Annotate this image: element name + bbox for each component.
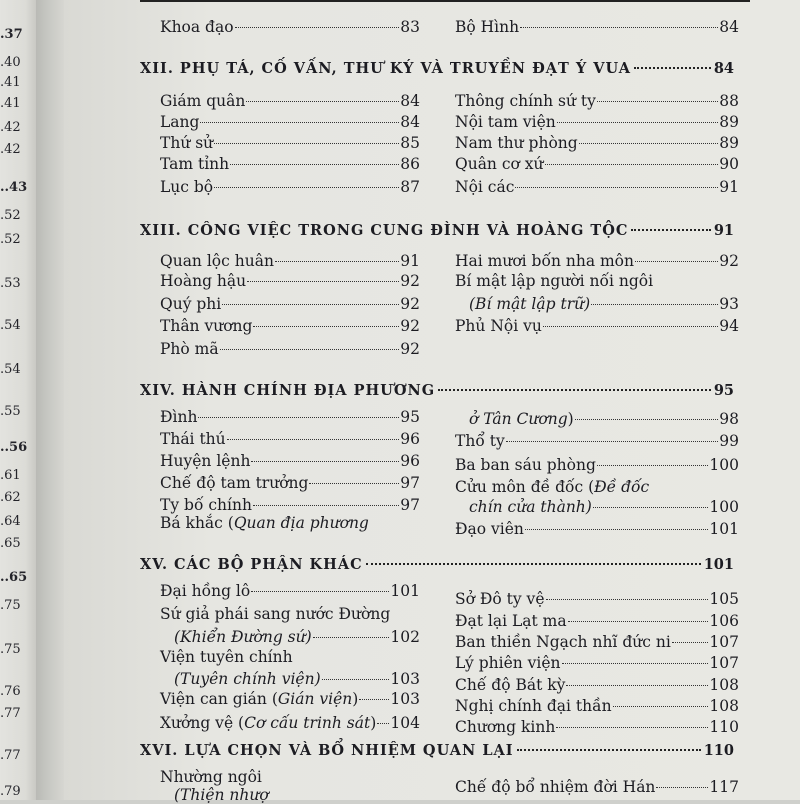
entry-title bbox=[455, 590, 545, 608]
toc-entry[interactable] bbox=[455, 155, 739, 173]
dot-leader bbox=[235, 27, 400, 28]
entry-title-tail: ) bbox=[352, 690, 359, 708]
toc-entry[interactable] bbox=[160, 178, 420, 196]
dot-leader bbox=[568, 621, 709, 622]
entry-title-text: Thân vương bbox=[160, 317, 253, 335]
entry-title-text: Lục bộ bbox=[160, 178, 214, 196]
entry-title bbox=[160, 408, 197, 426]
toc-entry[interactable] bbox=[160, 18, 420, 36]
entry-page-number: 89 bbox=[719, 134, 739, 152]
toc-entry[interactable] bbox=[455, 612, 739, 630]
left-page-number: .75 bbox=[0, 598, 21, 613]
entry-title bbox=[160, 430, 226, 448]
entry-title bbox=[455, 718, 555, 736]
entry-title bbox=[455, 18, 519, 36]
toc-entry[interactable] bbox=[455, 272, 653, 290]
entry-page-number: 92 bbox=[400, 295, 420, 313]
entry-title bbox=[455, 134, 578, 152]
entry-title-italic: Đề đốc bbox=[594, 478, 650, 496]
toc-entry[interactable] bbox=[160, 452, 420, 470]
toc-entry[interactable] bbox=[160, 155, 420, 173]
dot-leader bbox=[220, 349, 400, 350]
entry-title-text: Nhường ngôi bbox=[160, 768, 262, 786]
dot-leader bbox=[579, 143, 719, 144]
dot-leader bbox=[656, 787, 708, 788]
entry-title-text: ở Tân Cương bbox=[469, 410, 568, 428]
entry-title-text: Giám quân bbox=[160, 92, 246, 110]
toc-entry[interactable] bbox=[160, 317, 420, 335]
entry-title bbox=[160, 496, 252, 514]
entry-title-text: Sở Đô ty vệ bbox=[455, 590, 545, 608]
section-page-number: 84 bbox=[713, 60, 734, 77]
left-page-number: ..56 bbox=[0, 440, 28, 455]
entry-title bbox=[160, 155, 229, 173]
dot-leader bbox=[545, 164, 719, 165]
toc-entry[interactable] bbox=[455, 252, 739, 270]
dot-leader bbox=[366, 563, 701, 565]
entry-title bbox=[160, 272, 246, 290]
toc-entry[interactable] bbox=[160, 272, 420, 290]
dot-leader bbox=[635, 261, 718, 262]
entry-page-number: 91 bbox=[719, 178, 739, 196]
dot-leader bbox=[309, 483, 399, 484]
dot-leader bbox=[506, 441, 719, 442]
left-page-number: .52 bbox=[0, 232, 21, 247]
section-page-number: 110 bbox=[703, 742, 734, 759]
entry-title bbox=[160, 178, 213, 196]
entry-page-number: 100 bbox=[709, 498, 739, 516]
section-heading[interactable] bbox=[140, 742, 734, 759]
entry-title-text: Nam thư phòng bbox=[455, 134, 578, 152]
left-page-number: .42 bbox=[0, 142, 21, 157]
entry-page-number: 92 bbox=[400, 340, 420, 358]
left-page-number: .77 bbox=[0, 706, 21, 721]
toc-entry[interactable] bbox=[160, 690, 420, 708]
entry-title bbox=[455, 92, 596, 110]
entry-title-text: Cửu môn đề đốc ( bbox=[455, 478, 595, 496]
toc-entry[interactable] bbox=[160, 340, 420, 358]
entry-page-number: 84 bbox=[400, 113, 420, 131]
toc-entry[interactable] bbox=[455, 134, 739, 152]
dot-leader bbox=[597, 465, 709, 466]
entry-title-text: (Bí mật lập trữ) bbox=[469, 295, 591, 313]
toc-entry[interactable] bbox=[455, 456, 739, 474]
entry-title-text: Phò mã bbox=[160, 340, 219, 358]
entry-page-number: 94 bbox=[719, 317, 739, 335]
entry-title bbox=[455, 676, 565, 694]
entry-title-text: Bí mật lập người nối ngôi bbox=[455, 272, 654, 290]
left-page-number: .54 bbox=[0, 318, 21, 333]
toc-entry[interactable] bbox=[174, 628, 420, 646]
section-heading[interactable] bbox=[140, 556, 734, 573]
entry-page-number: 101 bbox=[390, 582, 420, 600]
left-page-number: .55 bbox=[0, 404, 21, 419]
entry-title-text: Nội tam viện bbox=[455, 113, 556, 131]
entry-page-number: 92 bbox=[400, 317, 420, 335]
entry-title-tail: ) bbox=[567, 410, 574, 428]
toc-entry[interactable] bbox=[455, 697, 739, 715]
entry-title bbox=[160, 690, 358, 708]
entry-page-number: 97 bbox=[400, 496, 420, 514]
left-page-number: .75 bbox=[0, 642, 21, 657]
dot-leader bbox=[557, 122, 719, 123]
left-page-number: .37 bbox=[0, 27, 23, 42]
dot-leader bbox=[515, 187, 718, 188]
entry-title bbox=[469, 295, 590, 313]
toc-entry[interactable] bbox=[160, 714, 420, 732]
dot-leader bbox=[517, 749, 701, 751]
entry-title bbox=[160, 648, 293, 666]
dot-leader bbox=[230, 164, 399, 165]
dot-leader bbox=[543, 326, 718, 327]
toc-entry[interactable] bbox=[160, 92, 420, 110]
entry-title bbox=[455, 432, 505, 450]
toc-entry[interactable] bbox=[455, 178, 739, 196]
entry-title-text: Đạt lại Lạt ma bbox=[455, 612, 567, 630]
entry-title bbox=[469, 410, 574, 428]
entry-title-text: Thứ sử bbox=[160, 134, 214, 152]
entry-title bbox=[160, 514, 369, 532]
entry-page-number: 84 bbox=[719, 18, 739, 36]
dot-leader bbox=[525, 529, 709, 530]
entry-title-text: Khoa đạo bbox=[160, 18, 234, 36]
dot-leader bbox=[613, 706, 709, 707]
entry-title bbox=[160, 714, 376, 732]
toc-entry[interactable] bbox=[455, 478, 649, 496]
entry-title-text: Chương kinh bbox=[455, 718, 556, 736]
entry-title-text: Bá khắc ( bbox=[160, 514, 234, 532]
entry-title-text: Quan lộc huân bbox=[160, 252, 274, 270]
entry-title-italic: Cơ cấu trinh sát bbox=[244, 714, 371, 732]
dot-leader bbox=[597, 101, 718, 102]
entry-page-number: 90 bbox=[719, 155, 739, 173]
toc-entry[interactable] bbox=[174, 670, 420, 688]
section-title: XV. CÁC BỘ PHẬN KHÁC bbox=[140, 556, 363, 573]
entry-title-text: Chế độ Bát kỳ bbox=[455, 676, 566, 694]
dot-leader bbox=[591, 304, 718, 305]
left-page-number: .54 bbox=[0, 362, 21, 377]
dot-leader bbox=[251, 461, 399, 462]
toc-entry[interactable] bbox=[455, 18, 739, 36]
section-heading[interactable] bbox=[140, 382, 734, 399]
toc-entry[interactable] bbox=[455, 113, 739, 131]
toc-entry[interactable] bbox=[160, 768, 262, 786]
book-gutter bbox=[36, 0, 64, 800]
entry-page-number: 98 bbox=[719, 410, 739, 428]
entry-page-number: 97 bbox=[400, 474, 420, 492]
entry-page-number: 105 bbox=[709, 590, 739, 608]
dot-leader bbox=[593, 507, 709, 508]
entry-page-number: 88 bbox=[719, 92, 739, 110]
toc-entry[interactable] bbox=[160, 252, 420, 270]
left-page-number: .41 bbox=[0, 75, 21, 90]
toc-entry[interactable] bbox=[160, 514, 369, 532]
entry-page-number: 84 bbox=[400, 92, 420, 110]
entry-title bbox=[455, 317, 542, 335]
entry-title-text: (Tuyên chính viện) bbox=[174, 670, 321, 688]
entry-page-number: 106 bbox=[709, 612, 739, 630]
toc-entry[interactable] bbox=[160, 474, 420, 492]
dot-leader bbox=[313, 637, 390, 638]
toc-entry[interactable] bbox=[469, 295, 739, 313]
section-title: XIV. HÀNH CHÍNH ĐỊA PHƯƠNG bbox=[140, 382, 436, 399]
entry-title-text: Đại hồng lô bbox=[160, 582, 251, 600]
left-page-number: .61 bbox=[0, 468, 21, 483]
entry-title-text: Ban thiền Ngạch nhĩ đức ni bbox=[455, 633, 671, 651]
left-page-number: .62 bbox=[0, 490, 21, 505]
entry-page-number: 85 bbox=[400, 134, 420, 152]
entry-page-number: 101 bbox=[709, 520, 739, 538]
entry-page-number: 89 bbox=[719, 113, 739, 131]
entry-title-text: Lang bbox=[160, 113, 200, 131]
entry-title-text: Viện can gián ( bbox=[160, 690, 278, 708]
dot-leader bbox=[198, 417, 399, 418]
entry-title bbox=[160, 295, 221, 313]
entry-page-number: 96 bbox=[400, 452, 420, 470]
left-page-number: ..43 bbox=[0, 180, 28, 195]
entry-title-text: Ty bố chính bbox=[160, 496, 252, 514]
left-page-number: .41 bbox=[0, 96, 21, 111]
toc-entry[interactable] bbox=[455, 432, 739, 450]
entry-page-number: 100 bbox=[709, 456, 739, 474]
toc-entry[interactable] bbox=[469, 498, 739, 516]
entry-page-number: 103 bbox=[390, 670, 420, 688]
entry-title bbox=[160, 474, 308, 492]
entry-page-number: 99 bbox=[719, 432, 739, 450]
entry-title bbox=[160, 582, 250, 600]
toc-entry[interactable] bbox=[160, 295, 420, 313]
entry-page-number: 86 bbox=[400, 155, 420, 173]
toc-entry[interactable] bbox=[174, 786, 269, 804]
entry-title bbox=[455, 456, 596, 474]
entry-title-text: Chế độ tam trưởng bbox=[160, 474, 309, 492]
toc-entry[interactable] bbox=[455, 676, 739, 694]
entry-title-text: chín cửa thành) bbox=[469, 498, 592, 516]
entry-title bbox=[160, 605, 390, 623]
toc-entry[interactable] bbox=[455, 92, 739, 110]
entry-title bbox=[160, 92, 245, 110]
entry-title bbox=[160, 768, 262, 786]
toc-entry[interactable] bbox=[455, 520, 739, 538]
left-page-number: .53 bbox=[0, 276, 21, 291]
toc-entry[interactable] bbox=[160, 113, 420, 131]
entry-title-text: Quân cơ xứ bbox=[455, 155, 544, 173]
entry-title-text: Nội các bbox=[455, 178, 515, 196]
dot-leader bbox=[359, 699, 389, 700]
entry-title bbox=[455, 272, 653, 290]
entry-title-text: Đình bbox=[160, 408, 198, 426]
top-rule bbox=[140, 0, 750, 2]
dot-leader bbox=[214, 143, 399, 144]
toc-entry[interactable] bbox=[455, 633, 739, 651]
entry-title bbox=[160, 317, 252, 335]
entry-title bbox=[160, 18, 234, 36]
dot-leader bbox=[251, 591, 389, 592]
dot-leader bbox=[438, 389, 711, 391]
entry-page-number: 93 bbox=[719, 295, 739, 313]
entry-title bbox=[455, 478, 649, 496]
entry-title-text: (Thiện nhượ bbox=[174, 786, 269, 804]
dot-leader bbox=[253, 326, 399, 327]
toc-entry[interactable] bbox=[160, 582, 420, 600]
toc-entry[interactable] bbox=[455, 778, 739, 796]
entry-title-text: Tam tỉnh bbox=[160, 155, 230, 173]
toc-entry[interactable] bbox=[160, 496, 420, 514]
entry-title bbox=[160, 452, 250, 470]
entry-title bbox=[455, 697, 612, 715]
entry-title bbox=[160, 134, 213, 152]
entry-page-number: 103 bbox=[390, 690, 420, 708]
entry-title-text: Nghị chính đại thần bbox=[455, 697, 612, 715]
dot-leader bbox=[634, 67, 711, 69]
entry-title-text: Quý phi bbox=[160, 295, 222, 313]
left-page-number: .65 bbox=[0, 536, 21, 551]
entry-title-text: Thổ ty bbox=[455, 432, 505, 450]
entry-page-number: 108 bbox=[709, 697, 739, 715]
entry-title bbox=[469, 498, 592, 516]
entry-title bbox=[455, 178, 514, 196]
dot-leader bbox=[322, 679, 390, 680]
entry-title-text: Sứ giả phái sang nước Đường bbox=[160, 605, 391, 623]
toc-entry[interactable] bbox=[455, 317, 739, 335]
left-page-number: .76 bbox=[0, 684, 21, 699]
entry-page-number: 108 bbox=[709, 676, 739, 694]
entry-title-text: Hai mươi bốn nha môn bbox=[455, 252, 634, 270]
dot-leader bbox=[631, 229, 710, 231]
section-page-number: 91 bbox=[713, 222, 734, 239]
section-heading[interactable] bbox=[140, 222, 734, 239]
dot-leader bbox=[377, 723, 389, 724]
entry-page-number: 107 bbox=[709, 654, 739, 672]
dot-leader bbox=[520, 27, 718, 28]
entry-page-number: 92 bbox=[400, 272, 420, 290]
left-page-number: .79 bbox=[0, 784, 21, 799]
entry-title bbox=[455, 612, 567, 630]
entry-title-text: Thông chính sứ ty bbox=[455, 92, 596, 110]
entry-title bbox=[174, 628, 312, 646]
entry-title-text: Chế độ bổ nhiệm đời Hán bbox=[455, 778, 656, 796]
entry-title-text: Huyện lệnh bbox=[160, 452, 251, 470]
entry-page-number: 92 bbox=[719, 252, 739, 270]
entry-title-text: Xưởng vệ ( bbox=[160, 714, 245, 732]
dot-leader bbox=[200, 122, 399, 123]
dot-leader bbox=[546, 599, 709, 600]
entry-title bbox=[160, 252, 274, 270]
left-page-number: .52 bbox=[0, 208, 21, 223]
toc-entry[interactable] bbox=[160, 134, 420, 152]
entry-page-number: 83 bbox=[400, 18, 420, 36]
section-heading[interactable] bbox=[140, 60, 734, 77]
left-page-number: ..65 bbox=[0, 570, 28, 585]
entry-page-number: 87 bbox=[400, 178, 420, 196]
entry-title-text: Phủ Nội vụ bbox=[455, 317, 542, 335]
dot-leader bbox=[562, 663, 709, 664]
toc-entry[interactable] bbox=[160, 648, 293, 666]
entry-page-number: 117 bbox=[709, 778, 739, 796]
entry-title bbox=[455, 520, 524, 538]
entry-title bbox=[455, 113, 556, 131]
dot-leader bbox=[275, 261, 399, 262]
section-page-number: 101 bbox=[703, 556, 734, 573]
entry-page-number: 104 bbox=[390, 714, 420, 732]
entry-title-tail: ) bbox=[370, 714, 377, 732]
entry-title bbox=[455, 155, 544, 173]
dot-leader bbox=[672, 642, 709, 643]
entry-title-italic: Gián viện bbox=[277, 690, 353, 708]
entry-title bbox=[455, 654, 561, 672]
entry-title-text: Lý phiên viện bbox=[455, 654, 561, 672]
dot-leader bbox=[556, 727, 708, 728]
entry-page-number: 102 bbox=[390, 628, 420, 646]
left-page-number: .64 bbox=[0, 514, 21, 529]
entry-title bbox=[455, 252, 634, 270]
entry-title-italic: Quan địa phương bbox=[233, 514, 369, 532]
dot-leader bbox=[222, 304, 399, 305]
entry-title bbox=[455, 778, 655, 796]
toc-entry[interactable] bbox=[160, 408, 420, 426]
section-title: XII. PHỤ TÁ, CỐ VẤN, THƯ KÝ VÀ TRUYỀN ĐẠT Ý VUA bbox=[140, 60, 631, 77]
section-title: XVI. LỰA CHỌN VÀ BỔ NHIỆM QUAN LẠI bbox=[140, 742, 514, 759]
dot-leader bbox=[246, 101, 399, 102]
section-page-number: 95 bbox=[713, 382, 734, 399]
entry-page-number: 96 bbox=[400, 430, 420, 448]
entry-page-number: 110 bbox=[709, 718, 739, 736]
dot-leader bbox=[227, 439, 400, 440]
toc-entry[interactable] bbox=[455, 718, 739, 736]
entry-title-text: Đạo viên bbox=[455, 520, 524, 538]
entry-title bbox=[174, 786, 269, 804]
toc-entry[interactable] bbox=[160, 430, 420, 448]
toc-entry[interactable] bbox=[455, 590, 739, 608]
entry-title-text: Bộ Hình bbox=[455, 18, 520, 36]
entry-page-number: 107 bbox=[709, 633, 739, 651]
entry-title bbox=[174, 670, 321, 688]
entry-title bbox=[455, 633, 671, 651]
left-page-number: .42 bbox=[0, 120, 21, 135]
entry-title-text: Thái thú bbox=[160, 430, 226, 448]
toc-entry[interactable] bbox=[455, 654, 739, 672]
section-title: XIII. CÔNG VIỆC TRONG CUNG ĐÌNH VÀ HOÀNG TỘC bbox=[140, 222, 629, 239]
entry-title-text: Viện tuyên chính bbox=[160, 648, 293, 666]
dot-leader bbox=[566, 685, 708, 686]
left-page-number: .77 bbox=[0, 748, 21, 763]
toc-entry[interactable] bbox=[160, 605, 390, 623]
dot-leader bbox=[575, 419, 719, 420]
entry-page-number: 91 bbox=[400, 252, 420, 270]
toc-entry[interactable] bbox=[469, 410, 739, 428]
entry-title bbox=[160, 113, 199, 131]
left-page-number: .40 bbox=[0, 55, 21, 70]
entry-page-number: 95 bbox=[400, 408, 420, 426]
entry-title-text: (Khiển Đường sứ) bbox=[174, 628, 312, 646]
entry-title bbox=[160, 340, 219, 358]
entry-title-text: Ba ban sáu phòng bbox=[455, 456, 596, 474]
dot-leader bbox=[214, 187, 399, 188]
entry-title-text: Hoàng hậu bbox=[160, 272, 247, 290]
dot-leader bbox=[247, 281, 399, 282]
dot-leader bbox=[253, 505, 399, 506]
